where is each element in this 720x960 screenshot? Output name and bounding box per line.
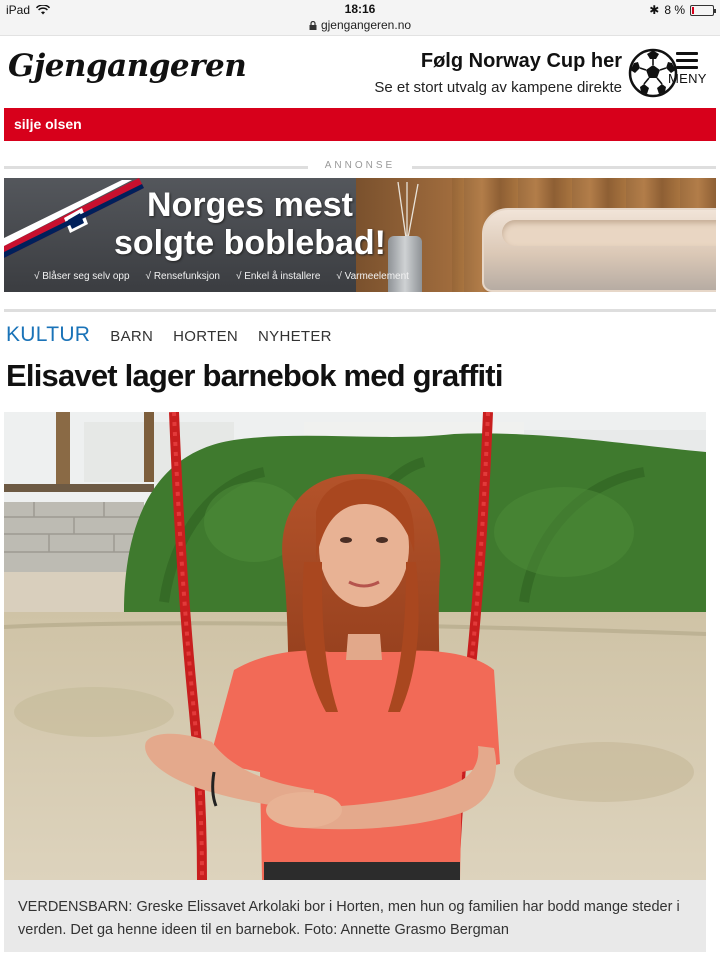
hamburger-icon [676,52,698,68]
ad-feature: √ Enkel å installere [235,271,321,282]
hot-tub-image [482,208,716,292]
photo-woman-on-swing [4,412,706,880]
url-bar[interactable] [0,18,720,32]
ad-feature: √ Varmeelement [336,271,409,282]
status-right [649,3,714,17]
tag-link-nyheter[interactable]: NYHETER [258,328,332,345]
battery-icon [690,5,714,16]
author-name: silje olsen [14,116,82,132]
url-text: gjengangeren.no [320,18,412,32]
battery-fill [692,7,694,14]
article-photo[interactable] [4,412,706,880]
site-logo[interactable]: Gjengangeren [8,48,247,84]
reed-diffuser-image [392,182,422,238]
status-bar [0,0,720,36]
breadcrumb [6,323,352,347]
menu-label: MENY [668,71,707,86]
vase-image [388,236,422,292]
divider [4,309,716,312]
promo-title[interactable]: Følg Norway Cup her [420,50,622,72]
ad-headline: Norges mest solgte boblebad! [114,186,386,262]
photo-caption [4,880,706,952]
lock-icon [309,21,317,30]
ad-feature: √ Rensefunksjon [145,271,220,282]
bluetooth-icon: ✱ [649,3,660,17]
tag-link-horten[interactable]: HORTEN [173,328,239,345]
device-label: iPad [6,3,31,17]
promo-subtitle[interactable]: Se et stort utvalg av kampene direkte [374,79,622,96]
site-header [0,36,720,106]
article-headline: Elisavet lager barnebok med graffiti [6,358,503,393]
tag-link-barn[interactable]: BARN [110,328,154,345]
author-bar[interactable] [4,108,716,141]
ad-features [34,271,409,282]
section-link-kultur[interactable]: KULTUR [6,323,91,346]
ad-label-row [4,158,716,176]
ad-banner[interactable] [4,178,716,292]
ad-feature: √ Blåser seg selv opp [34,271,130,282]
menu-button[interactable] [668,50,712,94]
status-time: 18:16 [344,2,376,16]
caption-text: VERDENSBARN: Greske Elissavet Arkolaki bor i Horten, men hun og familien har bodd mange steder i verden. Det ga henne ideen til en barnebok. Foto: Annette Grasmo Bergman [18,899,680,938]
battery-percent: 8 % [664,3,685,17]
ad-label: ANNONSE [324,160,396,171]
